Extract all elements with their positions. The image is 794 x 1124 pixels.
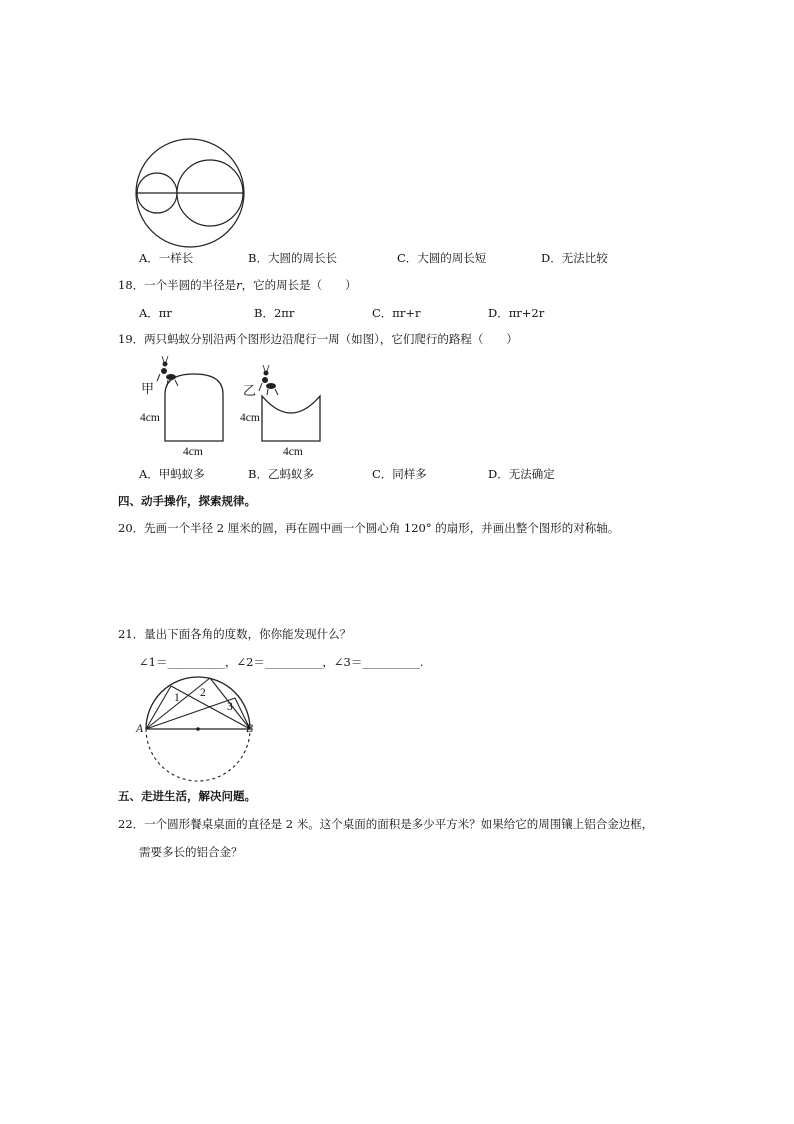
q20-text: 20．先画一个半径 2 厘米的圆，再在圆中画一个圆心角 120° 的扇形，并画出整个图形的对称轴。 bbox=[118, 521, 620, 535]
section-four-heading: 四、动手操作，探索规律。 bbox=[118, 494, 256, 508]
q18-stem-post: ，它的周长是（ ） bbox=[241, 278, 357, 292]
point-b-label: B bbox=[246, 723, 254, 735]
angle-2-label: 2 bbox=[200, 687, 206, 699]
angle-3-label: 3 bbox=[227, 701, 233, 713]
q19-option-d: D．无法确定 bbox=[488, 467, 555, 481]
angle-1-label: 1 bbox=[174, 692, 180, 704]
figure-a-side-label: 4cm bbox=[140, 412, 160, 424]
q19-option-a: A．甲蚂蚁多 bbox=[139, 467, 205, 481]
q18-option-d: D．πr+2r bbox=[488, 306, 545, 320]
figure-b-side-label: 4cm bbox=[240, 412, 260, 424]
q18-var: r bbox=[236, 278, 242, 292]
q21-blanks: ∠1＝__________，∠2＝__________，∠3＝__________. bbox=[139, 655, 424, 669]
figure-a-base-label: 4cm bbox=[183, 446, 203, 458]
q18-option-c: C．πr+r bbox=[372, 306, 421, 320]
q17-option-b: B．大圆的周长长 bbox=[248, 251, 337, 265]
section-five-heading: 五、走进生活，解决问题。 bbox=[118, 789, 256, 803]
figure-b-base-label: 4cm bbox=[283, 446, 303, 458]
q17-option-c: C．大圆的周长短 bbox=[397, 251, 487, 265]
q18-stem-pre: 18．一个半圆的半径是 bbox=[118, 278, 237, 292]
q21-stem: 21．量出下面各角的度数，你你能发现什么？ bbox=[118, 627, 352, 641]
center-point bbox=[196, 727, 200, 731]
lower-semicircle-dashed bbox=[146, 729, 250, 781]
ant-b-label: 乙 bbox=[243, 384, 257, 399]
q22-line1: 22．一个圆形餐桌桌面的直径是 2 米。这个桌面的面积是多少平方米？如果给它的周围镶上铝合金边框， bbox=[118, 817, 654, 831]
ant-a-label: 甲 bbox=[141, 382, 155, 397]
q18-option-b: B．2πr bbox=[254, 306, 295, 320]
point-a-label: A bbox=[136, 723, 144, 735]
q19-stem: 19．两只蚂蚁分别沿两个图形边沿爬行一周（如图），它们爬行的路程（ ） bbox=[118, 332, 518, 346]
q22-line2: 需要多长的铝合金？ bbox=[139, 845, 243, 859]
q19-option-c: C．同样多 bbox=[372, 467, 427, 481]
q17-option-d: D．无法比较 bbox=[541, 251, 608, 265]
q19-option-b: B．乙蚂蚁多 bbox=[248, 467, 314, 481]
q18-option-a: A．πr bbox=[139, 306, 172, 320]
q17-option-a: A．一样长 bbox=[139, 251, 194, 265]
